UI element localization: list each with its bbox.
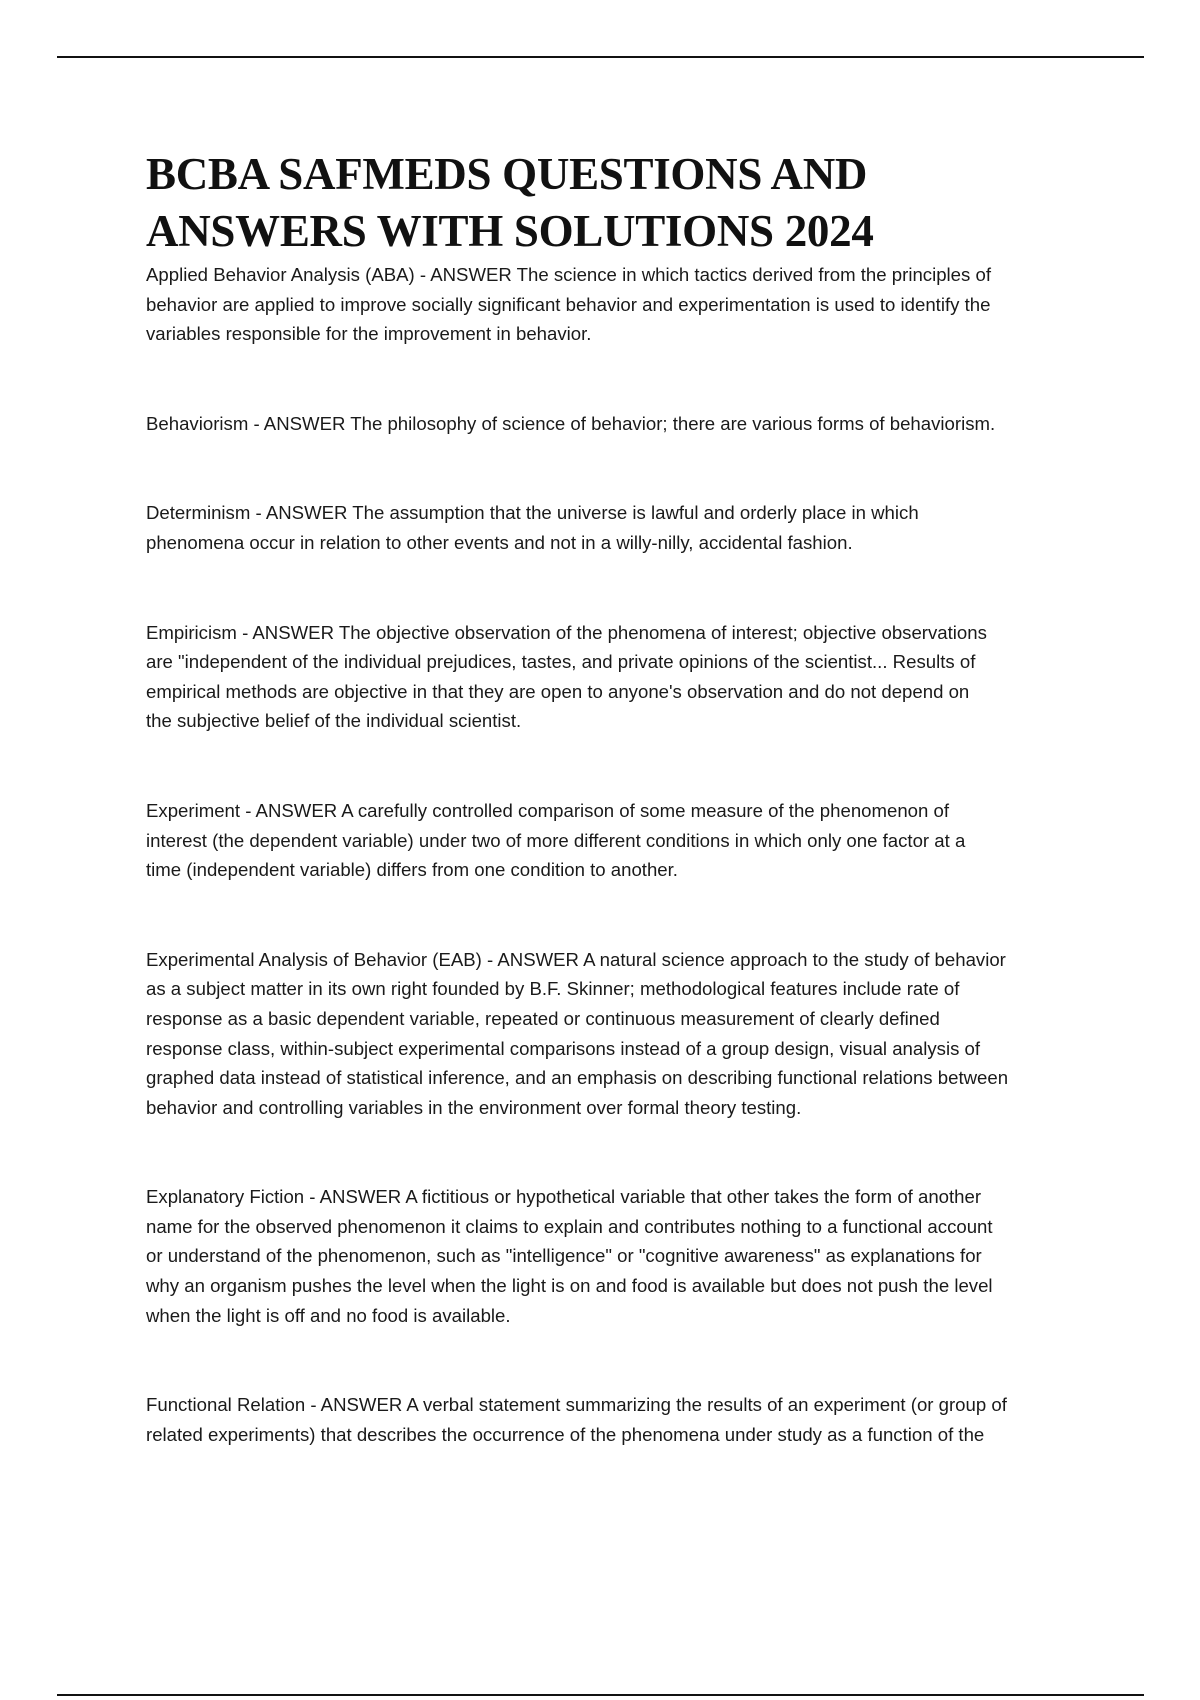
entry-line: when the light is off and no food is available. [146,1304,511,1326]
entry-line: are "independent of the individual prejudices, tastes, and private opinions of the scientist... Results of [146,651,976,673]
entry-line: the subjective belief of the individual scientist. [146,710,522,732]
entry-line: phenomena occur in relation to other events and not in a willy-nilly, accidental fashion. [146,531,853,553]
entry-line: Empiricism - ANSWER The objective observation of the phenomena of interest; objective observations [146,621,987,643]
entry-line: Experiment - ANSWER A carefully controlled comparison of some measure of the phenomenon of [146,799,950,821]
entry-line: time (independent variable) differs from one condition to another. [146,859,678,881]
entry-experimental-analysis-of-behavior [146,945,1094,1123]
entry-line: name for the observed phenomenon it claims to explain and contributes nothing to a functional account [146,1215,993,1237]
document-title-line-2: ANSWERS WITH SOLUTIONS 2024 [146,206,874,256]
entry-empiricism [146,618,1094,736]
entry-line: behavior and controlling variables in the environment over formal theory testing. [146,1096,802,1118]
entry-line: behavior are applied to improve socially significant behavior and experimentation is used to identify the [146,293,991,315]
entry-applied-behavior-analysis [146,260,1094,349]
entry-line: Behaviorism - ANSWER The philosophy of science of behavior; there are various forms of behaviorism. [146,412,996,434]
entry-line: Determinism - ANSWER The assumption that the universe is lawful and orderly place in which [146,502,919,524]
bottom-rule [57,1694,1144,1696]
entry-line: related experiments) that describes the occurrence of the phenomena under study as a function of the [146,1423,985,1445]
entry-line: or understand of the phenomenon, such as "intelligence" or "cognitive awareness" as explanations for [146,1245,982,1267]
document-title-line-1: BCBA SAFMEDS QUESTIONS AND [146,149,868,199]
entry-determinism [146,498,1094,557]
entry-experiment [146,796,1094,885]
entry-behaviorism [146,409,1094,439]
entry-line: Applied Behavior Analysis (ABA) - ANSWER The science in which tactics derived from the principles of [146,264,991,285]
entry-explanatory-fiction [146,1182,1094,1330]
top-rule [57,56,1144,58]
entry-line: response as a basic dependent variable, repeated or continuous measurement of clearly defined [146,1007,940,1029]
document-title [146,146,1094,260]
entry-line: graphed data instead of statistical inference, and an emphasis on describing functional relations between [146,1067,1009,1089]
entry-line: variables responsible for the improvement in behavior. [146,323,592,345]
entry-functional-relation [146,1390,1094,1449]
entry-line: Explanatory Fiction - ANSWER A fictitious or hypothetical variable that other takes the form of another [146,1186,982,1208]
entry-line: empirical methods are objective in that they are open to anyone's observation and do not depend on [146,680,970,702]
document-body [146,146,1094,1449]
entry-line: response class, within-subject experimental comparisons instead of a group design, visual analysis of [146,1037,981,1059]
entry-line: Experimental Analysis of Behavior (EAB) - ANSWER A natural science approach to the study of behavior [146,948,1006,970]
entry-line: Functional Relation - ANSWER A verbal statement summarizing the results of an experiment (or group of [146,1394,1007,1416]
entry-line: as a subject matter in its own right founded by B.F. Skinner; methodological features include rate of [146,978,960,1000]
entry-line: interest (the dependent variable) under two of more different conditions in which only one factor at a [146,829,966,851]
entry-line: why an organism pushes the level when the light is on and food is available but does not push the level [146,1275,993,1297]
